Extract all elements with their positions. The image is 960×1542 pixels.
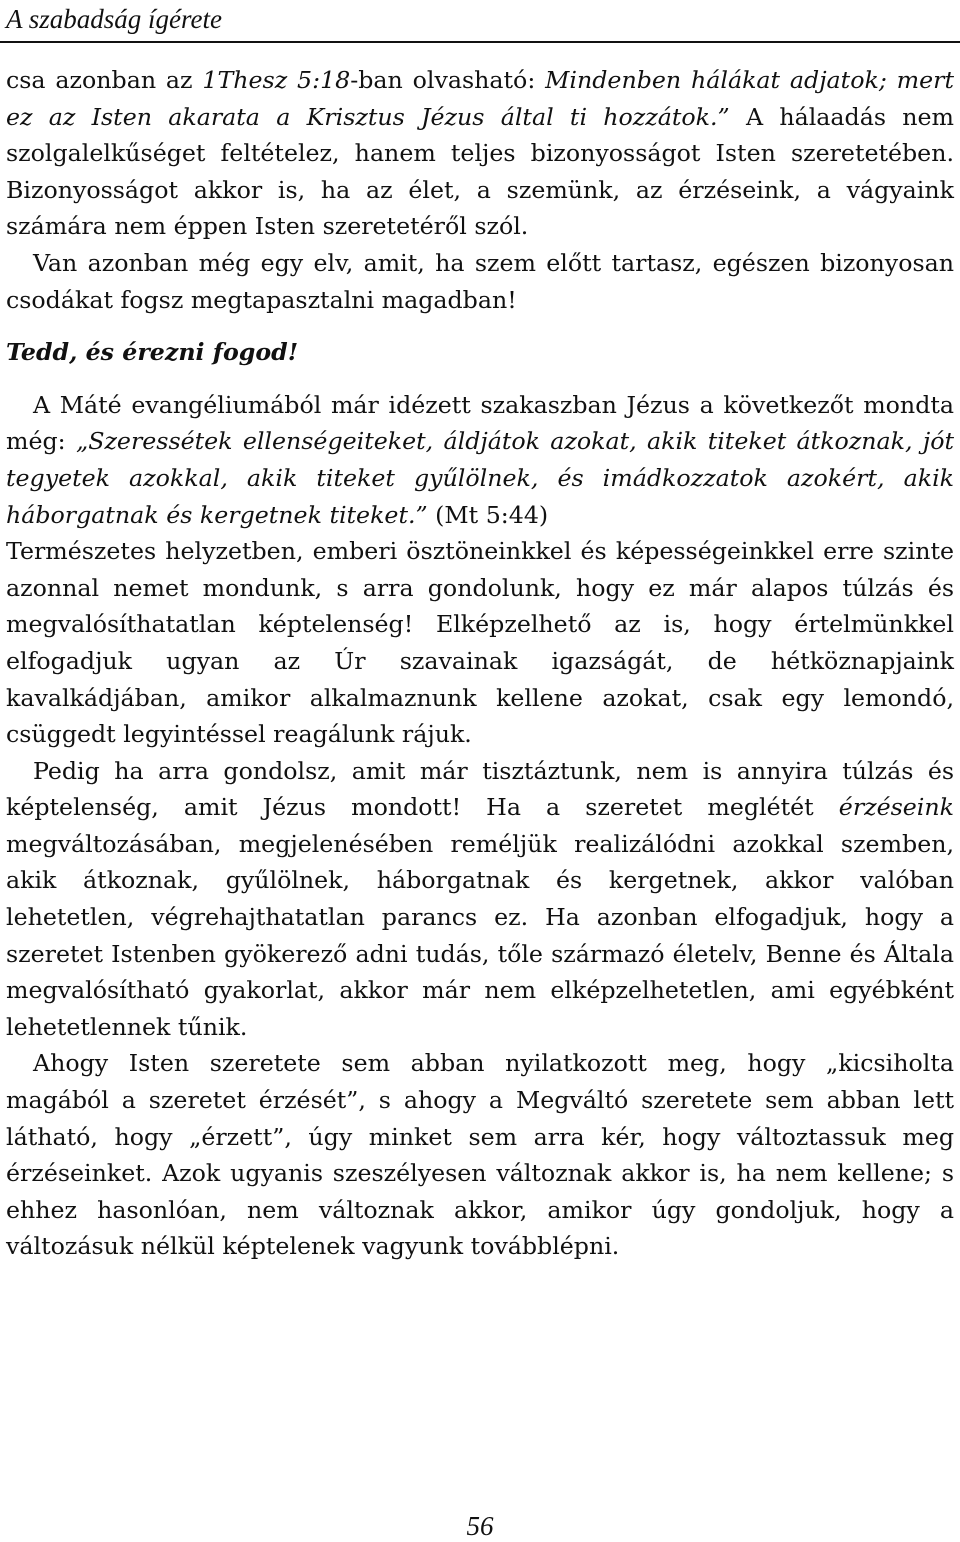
text-run: megváltozásában, megjelenésében reméljük realizálódni azokkal szemben, akik átkoznak, gyűlölnek, háborgatnak és kergetnek, akkor valóban lehetetlen, végrehajthatatlan parancs ez. Ha azonban elfogadjuk, hogy a szeretet Istenben gyökerező adni tudás, tőle származó életelv, Benne és Általa megvalósítható gyakorlat, akkor már nem elképzelhetetlen, ami egyébként lehetetlennek tűnik. (6, 829, 954, 1041)
emphasis: érzéseink (838, 793, 954, 822)
scripture-reference: (Mt 5:44) (427, 500, 549, 529)
paragraph-1 (6, 62, 954, 245)
running-title: A szabadság ígérete (6, 4, 222, 34)
text-run: A Máté evangéliumából már idézett szakaszban Jézus a következőt mondta még: (6, 390, 954, 456)
page-number: 56 (466, 1511, 494, 1541)
scripture-quote: Mindenben hálákat adjatok; mert ez az Isten akarata a Krisztus Jézus által ti hozzátok.” (6, 66, 954, 131)
text-run: csa azonban az (6, 66, 203, 94)
paragraph-6: Ahogy Isten szeretete sem abban nyilatkozott meg, hogy „kicsiholta magából a szeretet érzését”, s ahogy a Megváltó szeretete sem abban lett látható, hogy „érzett”, úgy minket sem arra kér, hogy változtassuk meg érzéseinket. Azok ugyanis szeszélyesen változnak akkor is, ha nem kellene; s ehhez hasonlóan, nem változnak akkor, amikor úgy gondoljuk, hogy a változásuk nélkül képtelenek vagyunk továbblépni. (6, 1049, 954, 1261)
paragraph-2: Van azonban még egy elv, amit, ha szem előtt tartasz, egészen bizonyosan csodákat fogsz megtapasztalni magadban! (6, 248, 954, 314)
section-heading: Tedd, és érezni fogod! (6, 338, 299, 367)
text-run: -ban olvasható: (350, 66, 546, 94)
paragraph-3 (6, 387, 954, 533)
text-run: Pedig ha arra gondolsz, amit már tisztáztunk, nem is annyira túlzás és képtelenség, amit Jézus mondott! Ha a szeretet meglétét (6, 756, 954, 822)
header-rule (0, 41, 960, 43)
paragraph-4: Természetes helyzetben, emberi ösztöneinkkel és képességeinkkel erre szinte azonnal nemet mondunk, s arra gondolunk, hogy ez már alapos túlzás és megvalósíthatatlan képtelenség! Elképzelhető az is, hogy értelmünkkel elfogadjuk ugyan az Úr szavainak igazságát, de hétköznapjaink kavalkádjában, amikor alkalmaznunk kellene azokat, csak egy lemondó, csüggedt legyintéssel reagálunk rájuk. (6, 537, 954, 749)
paragraph-5 (6, 753, 954, 1046)
page-body (6, 62, 954, 1265)
scripture-quote: „Szeressétek ellenségeiteket, áldjátok azokat, akik titeket átkoznak, jót tegyetek azokkal, akik titeket gyűlölnek, és imádkozzatok azokért, akik háborgatnak és kergetnek titeket.” (6, 427, 955, 529)
text-run: A hálaadás nem szolgalelkűséget feltételez, hanem teljes bizonyosságot Isten szeretetében. Bizonyosságot akkor is, ha az élet, a szemünk, az érzéseink, a vágyaink számára nem éppen Isten szeretetéről szól. (6, 102, 954, 241)
scripture-reference: 1Thesz 5:18 (202, 66, 351, 94)
